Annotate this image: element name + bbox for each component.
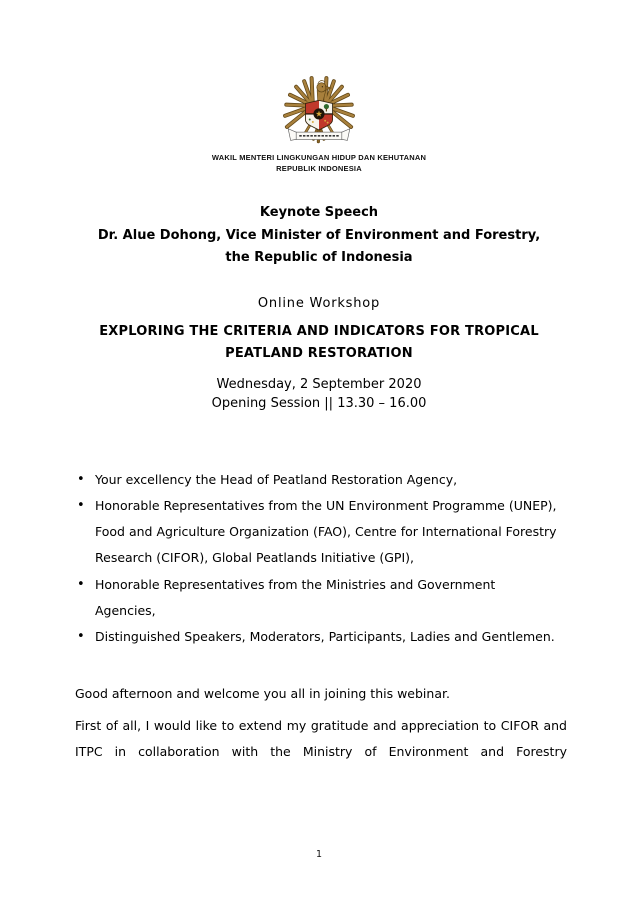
opening-paragraph: First of all, I would like to extend my gratitude and appreciation to CIFOR and ITPC in collaboration with the Ministry of Environment and Forestry xyxy=(75,717,567,760)
workshop-schedule xyxy=(0,375,638,413)
letterhead-office-line2: REPUBLIK INDONESIA xyxy=(276,164,362,173)
salutation-item: • Your excellency the Head of Peatland Restoration Agency, xyxy=(75,467,557,493)
page-number: 1 xyxy=(315,849,323,860)
letterhead-office xyxy=(0,152,638,174)
eye xyxy=(322,86,323,87)
chain-dot xyxy=(324,120,326,122)
tree-trunk xyxy=(326,108,327,111)
speech-title-line1: Keynote Speech xyxy=(259,205,379,220)
workshop-title-line2: PEATLAND RESTORATION xyxy=(225,346,413,361)
speech-title xyxy=(0,202,638,270)
speech-title-line3: the Republic of Indonesia xyxy=(225,250,413,265)
salutation-item: • Distinguished Speakers, Moderators, Participants, Ladies and Gentlemen. xyxy=(75,624,557,650)
workshop-title-line1: EXPLORING THE CRITERIA AND INDICATORS FOR TROPICAL xyxy=(99,323,539,339)
sprig-dot xyxy=(309,118,311,120)
salutation-item: • Honorable Representatives from the UN Environment Programme (UNEP), Food and Agriculture Organization (FAO), Centre for International Forestry Research (CIFOR), Global Peatlands Initiative (GPI), xyxy=(75,493,557,572)
sprig-dot xyxy=(312,121,314,123)
workshop-label: Online Workshop xyxy=(257,295,381,311)
chain-dot xyxy=(327,122,329,124)
workshop-date: Wednesday, 2 September 2020 xyxy=(216,376,422,392)
workshop-session: Opening Session || 13.30 – 16.00 xyxy=(211,395,427,411)
head xyxy=(317,83,326,92)
garuda-pancasila-emblem xyxy=(282,70,356,148)
banyan-tree-icon xyxy=(324,104,329,109)
workshop-title xyxy=(0,321,638,366)
salutation-item: • Honorable Representatives from the Ministries and Government Agencies, xyxy=(75,572,557,625)
letterhead-office-line1: WAKIL MENTERI LINGKUNGAN HIDUP DAN KEHUTANAN xyxy=(211,153,427,162)
greeting-paragraph: Good afternoon and welcome you all in joining this webinar. xyxy=(75,685,450,701)
speech-title-line2: Dr. Alue Dohong, Vice Minister of Environment and Forestry, xyxy=(97,227,541,243)
salutation-list xyxy=(75,467,566,651)
